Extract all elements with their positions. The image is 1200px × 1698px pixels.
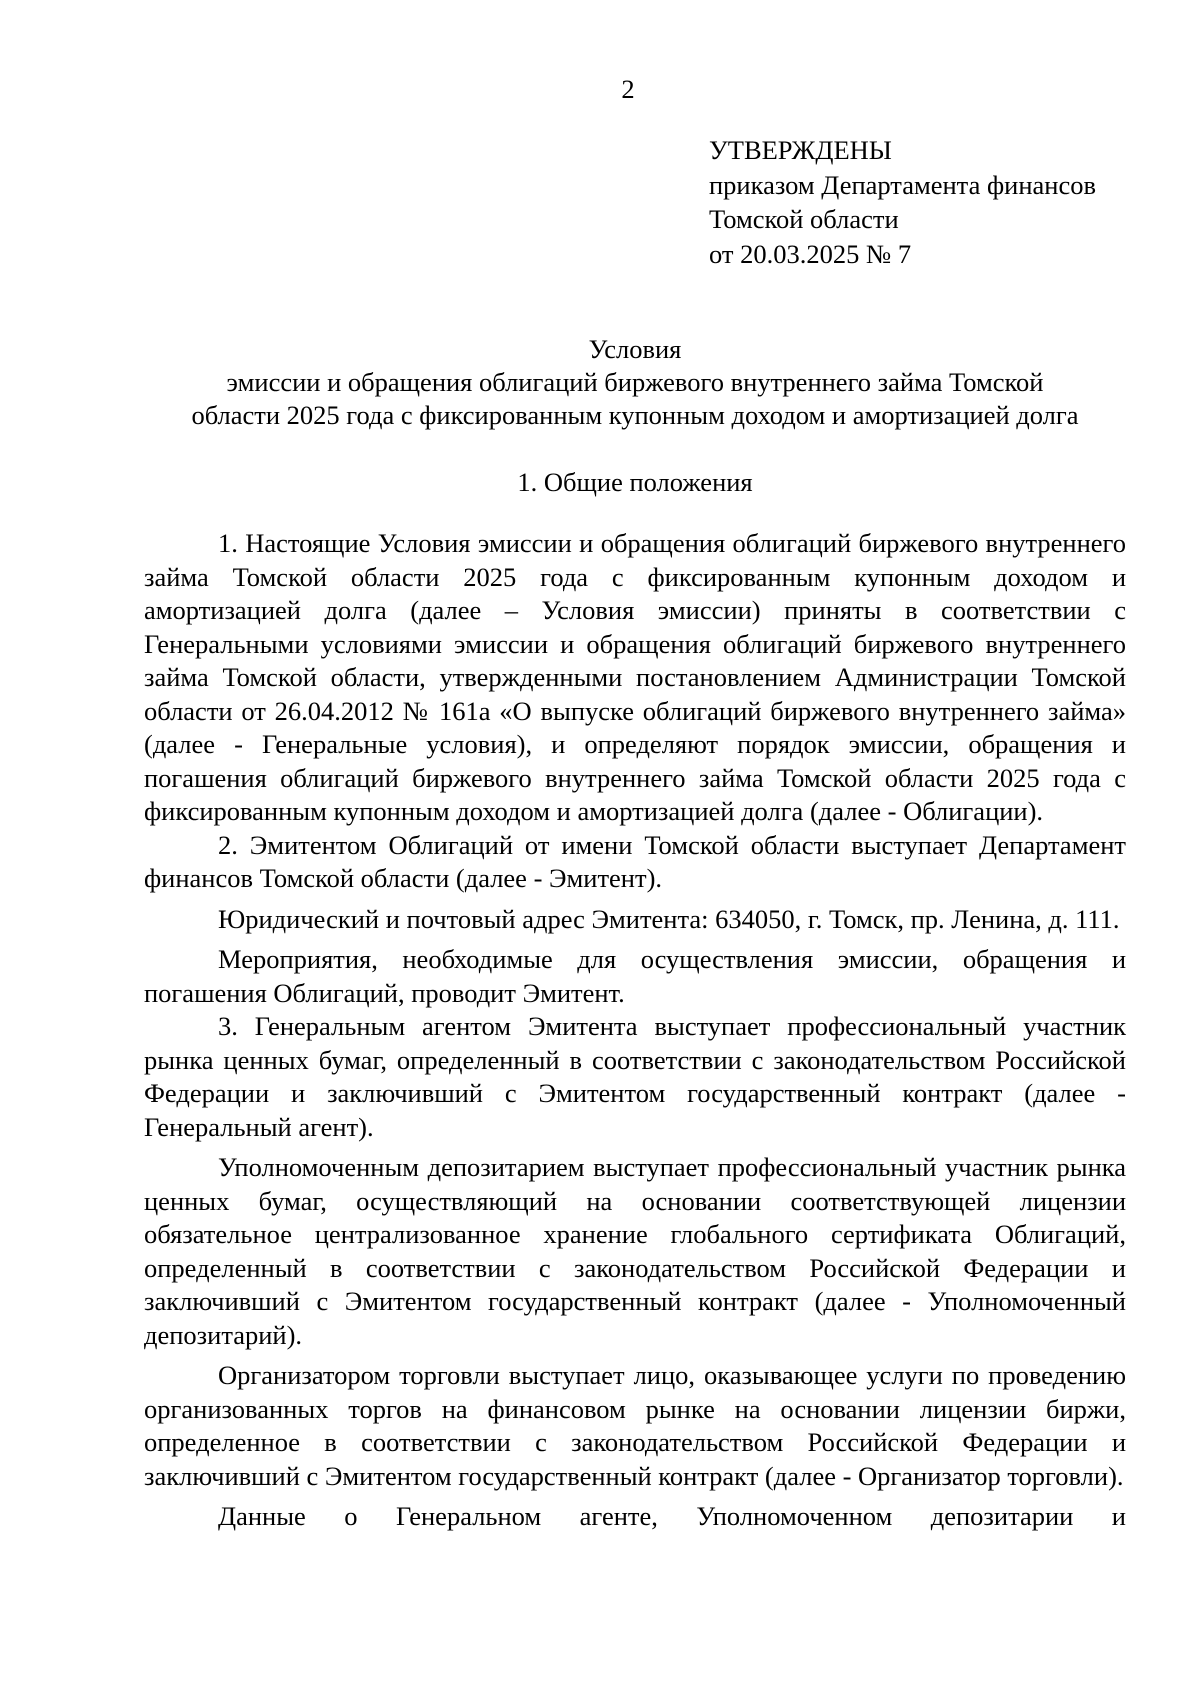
- title-line-3: области 2025 года с фиксированным купонным доходом и амортизацией долга: [191, 400, 1079, 430]
- page-number: 2: [621, 74, 635, 104]
- paragraph-3: Юридический и почтовый адрес Эмитента: 634050, г. Томск, пр. Ленина, д. 111.: [218, 903, 1120, 934]
- body-text: [144, 527, 1126, 1534]
- title-line-2: эмиссии и обращения облигаций биржевого внутреннего займа Томской: [226, 367, 1044, 397]
- paragraph-6: Уполномоченным депозитарием выступает профессиональный участник рынка ценных бумаг, осуществляющий на основании соответствующей лицензии обязательное централизованное хранение глобального сертификата Облигаций, определенный в соответствии с законодательством Российской Федерации и заключивший с Эмитентом государственный контракт (далее - Уполномоченный депозитарий).: [144, 1152, 1126, 1350]
- paragraph-2: 2. Эмитентом Облигаций от имени Томской области выступает Департамент финансов Томской области (далее - Эмитент).: [144, 829, 1126, 893]
- title-line-1: Условия: [588, 334, 682, 364]
- document-title: [144, 333, 1126, 432]
- approval-line-1: приказом Департамента финансов: [709, 169, 1096, 200]
- section-heading: 1. Общие положения: [517, 467, 753, 497]
- approval-heading: УТВЕРЖДЕНЫ: [709, 135, 892, 165]
- paragraph-5: 3. Генеральным агентом Эмитента выступает профессиональный участник рынка ценных бумаг, определенный в соответствии с законодательством Российской Федерации и заключивший с Эмитентом государственный контракт (далее - Генеральный агент).: [144, 1011, 1126, 1142]
- paragraph-8: Данные о Генеральном агенте, Уполномоченном депозитарии и: [218, 1501, 1126, 1531]
- paragraph-1: 1. Настоящие Условия эмиссии и обращения облигаций биржевого внутреннего займа Томской области 2025 года с фиксированным купонным доходом и амортизацией долга (далее – Условия эмиссии) приняты в соответствии с Генеральными условиями эмиссии и обращения облигаций биржевого внутреннего займа Томской области, утвержденными постановлением Администрации Томской области от 26.04.2012 № 161а «О выпуске облигаций биржевого внутреннего займа» (далее - Генеральные условия), и определяют порядок эмиссии, обращения и погашения облигаций биржевого внутреннего займа Томской области 2025 года с фиксированным купонным доходом и амортизацией долга (далее - Облигации).: [144, 528, 1126, 826]
- paragraph-4: Мероприятия, необходимые для осуществления эмиссии, обращения и погашения Облигаций, проводит Эмитент.: [144, 944, 1126, 1008]
- paragraph-7: Организатором торговли выступает лицо, оказывающее услуги по проведению организованных торгов на финансовом рынке на основании лицензии биржи, определенное в соответствии с законодательством Российской Федерации и заключивший с Эмитентом государственный контракт (далее - Организатор торговли).: [144, 1360, 1126, 1491]
- approval-line-2: Томской области: [709, 204, 899, 234]
- approval-line-3: от 20.03.2025 № 7: [709, 238, 912, 269]
- approval-stamp-block: [709, 133, 1149, 271]
